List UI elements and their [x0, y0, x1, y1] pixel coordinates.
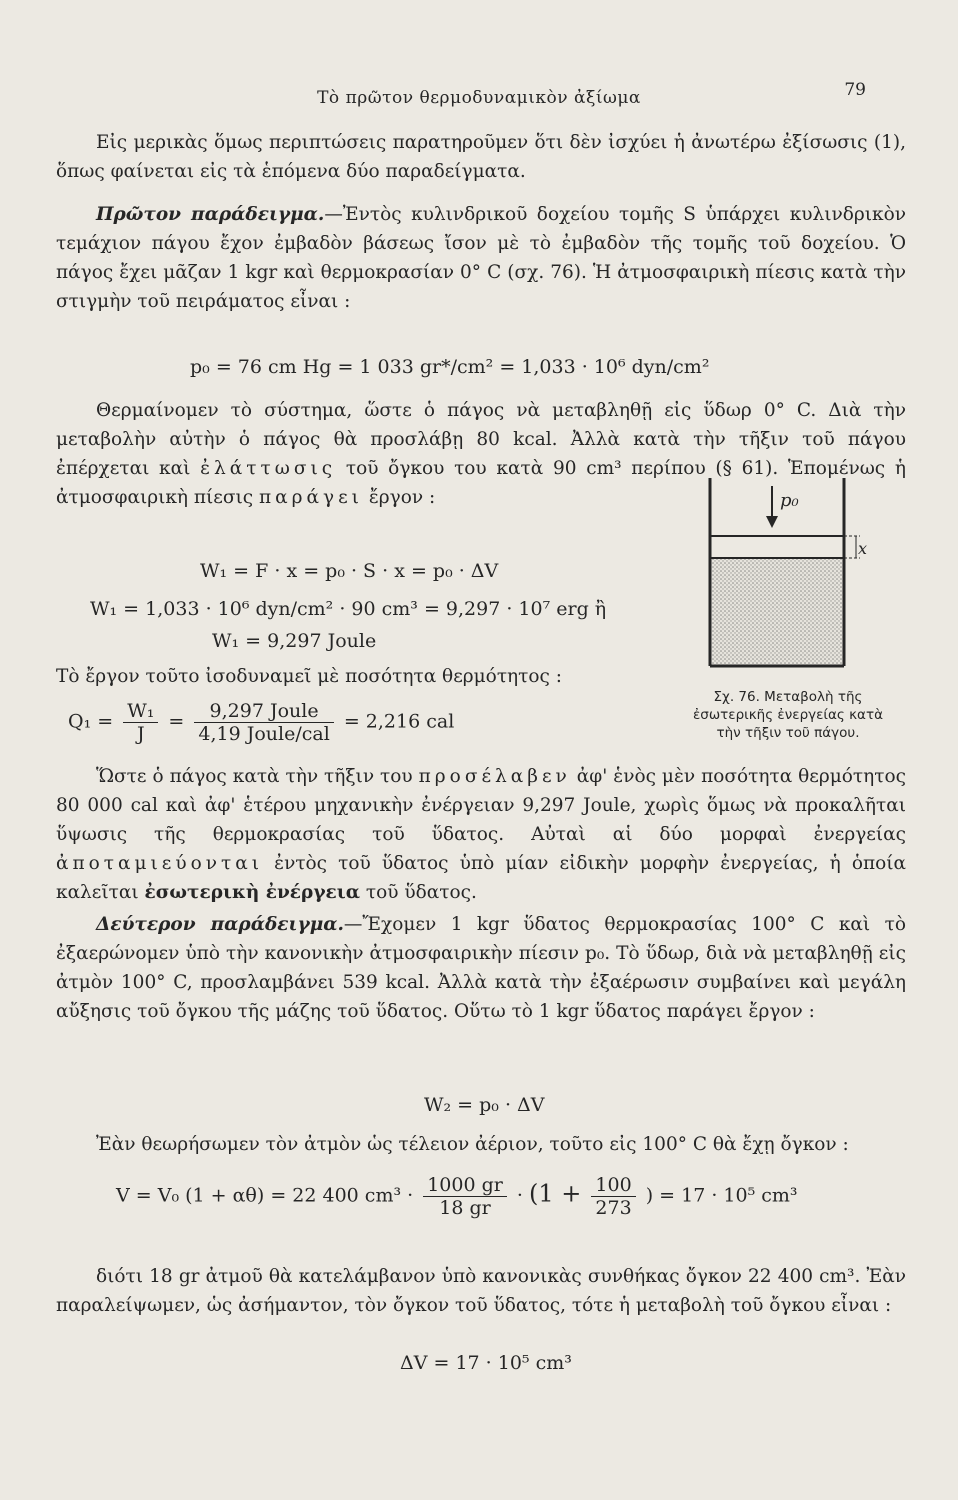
x-label: x	[858, 539, 868, 558]
pressure-arrowhead	[766, 516, 778, 528]
volume-eq-open: (1 +	[528, 1179, 582, 1208]
conclusion-text-spaced2: ἀποταμιεύονται	[56, 853, 263, 874]
heating-text-b: τοῦ ὄγκου του κατὰ 90 cm³ περίπου (§ 61). Ἑπομένως ἡ ἀτμοσφαιρικὴ πίεσις	[56, 458, 906, 508]
intro-block	[56, 128, 906, 316]
example2-text: —Ἔχομεν 1 kgr ὕδατος θερμοκρασίας 100° C καὶ τὸ ἐξαερώνομεν ὑπὸ τὴν κανονικὴν ἀτμοσφαιρικὴν πίεσιν p₀. Τὸ ὕδωρ, διὰ νὰ μεταβληθῇ εἰς ἀτμὸν 100° C, προσλαμβάνει 539 kcal. Ἀλλὰ κατὰ τὴν ἐξαέρωσιν συμβαίνει καὶ μεγάλη αὔξησις τοῦ ὄγκου τῆς μάζης τοῦ ὕδατος. Οὕτω τὸ 1 kgr ὕδατος παράγει ἔργον :	[56, 914, 906, 1022]
conclusion-text-a: Ὥστε ὁ πάγος κατὰ τὴν τῆξιν του	[96, 766, 413, 787]
heating-text-spaced2: παράγει	[259, 487, 363, 508]
example2-paragraph	[56, 910, 906, 1026]
figure-caption: Σχ. 76. Μεταβολὴ τῆς ἐσωτερικῆς ἐνεργείας κατὰ τὴν τῆξιν τοῦ πάγου.	[692, 689, 883, 741]
heat-eq-lhs: Q₁ =	[68, 710, 114, 733]
work-equation-3: W₁ = 9,297 Joule	[212, 630, 377, 652]
figure-76	[700, 478, 870, 678]
heating-text-spaced: ἐλάττωσις	[200, 458, 337, 479]
heat-fraction-1-num: W₁	[123, 700, 158, 723]
heat-fraction-2-num: 9,297 Joule	[194, 700, 333, 723]
volume-fraction-2	[591, 1174, 635, 1219]
heat-fraction-2-den: 4,19 Joule/cal	[198, 723, 330, 745]
intro-paragraph: Εἰς μερικὰς ὅμως περιπτώσεις παρατηροῦμεν ὅτι δὲν ἰσχύει ἡ ἀνωτέρω ἐξίσωσις (1), ὅπως φαίνεται εἰς τὰ ἑπόμενα δύο παραδείγματα.	[56, 132, 906, 182]
vapor-paragraph: Ἐὰν θεωρήσωμεν τὸν ἀτμὸν ὡς τέλειον ἀέριον, τοῦτο εἰς 100° C θὰ ἔχῃ ὄγκον :	[96, 1134, 849, 1155]
water-fill	[710, 558, 844, 666]
volume-equation	[116, 1174, 798, 1219]
conclusion-text-b: ἀφ' ἑνὸς μὲν ποσότητα θερμότητος 80 000 cal καὶ ἀφ' ἑτέρου μηχανικὴν ἐνέργειαν 9,297 Joule, χωρὶς ὅμως νὰ προκαλῆται ὕψωσις τῆς θερμοκρασίας τοῦ ὕδατος. Αὐταὶ αἱ δύο μορφαὶ ἐνεργείας	[56, 766, 906, 845]
conclusion-paragraph	[56, 762, 906, 907]
work-equation-1: W₁ = F · x = p₀ · S · x = p₀ · ΔV	[200, 560, 499, 582]
pressure-label: p₀	[780, 490, 799, 511]
vapor-block	[56, 1130, 906, 1159]
heat-fraction-2	[194, 700, 333, 745]
work-equation-w2: W₂ = p₀ · ΔV	[424, 1094, 545, 1116]
conclusion-text-spaced: προσέλαβεν	[418, 766, 571, 787]
running-head: Τὸ πρῶτον θερμοδυναμικὸν ἀξίωμα	[317, 88, 641, 108]
example1-heading: Πρῶτον παράδειγμα.	[96, 204, 325, 225]
pressure-equation: p₀ = 76 cm Hg = 1 033 gr*/cm² = 1,033 · 10⁶ dyn/cm²	[190, 356, 710, 378]
page-number: 79	[844, 80, 866, 100]
internal-energy-term: ἐσωτερικὴ ἐνέργεια	[144, 882, 360, 903]
conclusion-text-d: τοῦ ὕδατος.	[365, 882, 477, 903]
conclusion-block	[56, 762, 906, 907]
heat-eq-result: = 2,216 cal	[343, 710, 455, 733]
volume-eq-lhs: V = V₀ (1 + αθ) = 22 400 cm³ ·	[116, 1184, 414, 1207]
volume-fraction-2-num: 100	[591, 1174, 635, 1197]
heat-equation	[68, 700, 454, 745]
heat-fraction-1-den: J	[136, 723, 145, 745]
delta-v-equation: ΔV = 17 · 10⁵ cm³	[400, 1352, 572, 1374]
heating-text-c: ἔργον :	[368, 487, 436, 508]
example2-block	[56, 910, 906, 1026]
heat-eq-sign: =	[168, 710, 185, 733]
reason-paragraph: διότι 18 gr ἀτμοῦ θὰ κατελάμβανον ὑπὸ κανονικὰς συνθήκας ὄγκον 22 400 cm³. Ἐὰν παραλείψωμεν, ὡς ἀσήμαντον, τὸν ὄγκον τοῦ ὕδατος, τότε ἡ μεταβολὴ τοῦ ὄγκου εἶναι :	[56, 1266, 906, 1316]
volume-fraction-1-den: 18 gr	[439, 1197, 491, 1219]
heat-fraction-1	[123, 700, 158, 745]
volume-fraction-2-den: 273	[595, 1197, 632, 1219]
equivalence-text: Τὸ ἔργον τοῦτο ἰσοδυναμεῖ μὲ ποσότητα θερμότητος :	[56, 666, 562, 687]
volume-fraction-1	[423, 1174, 507, 1219]
example2-heading: Δεύτερον παράδειγμα.	[96, 914, 344, 935]
conclusion-text-c: ἐντὸς τοῦ ὕδατος ὑπὸ μίαν εἰδικὴν μορφὴν ἐνεργείας, ἡ ὁποία καλεῖται	[56, 853, 906, 903]
reason-block	[56, 1262, 906, 1320]
volume-fraction-1-num: 1000 gr	[423, 1174, 507, 1197]
example1-paragraph	[56, 200, 906, 316]
example1-text: —Ἐντὸς κυλινδρικοῦ δοχείου τομῆς S ὑπάρχει κυλινδρικὸν τεμάχιον πάγου ἔχον ἐμβαδὸν βάσεως ἴσον μὲ τὸ ἐμβαδὸν τῆς τομῆς τοῦ δοχείου. Ὁ πάγος ἔχει μᾶζαν 1 kgr καὶ θερμοκρασίαν 0° C (σχ. 76). Ἡ ἀτμοσφαιρικὴ πίεσις κατὰ τὴν στιγμὴν τοῦ πειράματος εἶναι :	[56, 204, 906, 312]
volume-eq-dot: ·	[516, 1184, 523, 1207]
work-equation-2: W₁ = 1,033 · 10⁶ dyn/cm² · 90 cm³ = 9,297 · 10⁷ erg ἢ	[90, 598, 607, 620]
volume-eq-close: ) = 17 · 10⁵ cm³	[645, 1184, 798, 1207]
heating-text-a: Θερμαίνομεν τὸ σύστημα, ὥστε ὁ πάγος νὰ μεταβληθῇ εἰς ὕδωρ 0° C. Διὰ τὴν μεταβολὴν αὐτὴν ὁ πάγος θὰ προσλάβῃ 80 kcal. Ἀλλὰ κατὰ τὴν τῆξιν τοῦ πάγου ἐπέρχεται καὶ	[56, 400, 906, 479]
